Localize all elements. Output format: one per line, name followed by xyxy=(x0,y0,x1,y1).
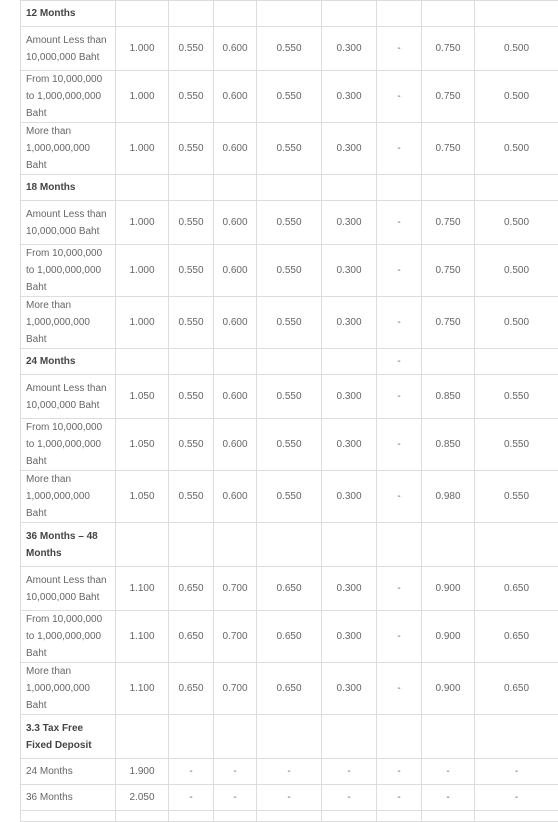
table-row xyxy=(21,27,558,71)
rate-cell: - xyxy=(214,759,257,785)
rate-cell: - xyxy=(377,759,422,785)
row-label: From 10,000,000 to 1,000,000,000 Baht xyxy=(21,419,116,471)
rate-cell: 0.850 xyxy=(422,419,475,471)
rate-cell: 0.600 xyxy=(214,419,257,471)
section-row xyxy=(21,175,558,201)
rate-cell: 1.000 xyxy=(116,297,169,349)
rate-cell: 0.600 xyxy=(214,471,257,523)
rate-cell xyxy=(214,349,257,375)
rate-cell: 0.600 xyxy=(214,375,257,419)
rate-cell xyxy=(422,1,475,27)
row-label: More than 1,000,000,000 Baht xyxy=(21,297,116,349)
rate-cell: 0.500 xyxy=(475,245,558,297)
row-label: More than 1,000,000,000 Baht xyxy=(21,471,116,523)
rate-cell: 0.650 xyxy=(169,663,214,715)
rate-cell: 0.550 xyxy=(169,297,214,349)
section-heading: 18 Months xyxy=(21,175,116,201)
rate-cell xyxy=(475,715,558,759)
rate-cell: - xyxy=(475,785,558,811)
rate-cell: 1.000 xyxy=(116,71,169,123)
rate-cell xyxy=(422,175,475,201)
rate-cell xyxy=(116,175,169,201)
rate-table-body xyxy=(21,1,558,822)
rate-cell: 0.550 xyxy=(169,71,214,123)
rate-cell xyxy=(116,715,169,759)
rate-cell: 0.750 xyxy=(422,71,475,123)
rate-cell xyxy=(116,349,169,375)
table-row xyxy=(21,375,558,419)
rate-cell: 0.550 xyxy=(475,375,558,419)
rate-cell xyxy=(169,715,214,759)
rate-cell: 0.300 xyxy=(322,611,377,663)
rate-cell: 0.750 xyxy=(422,201,475,245)
rate-cell xyxy=(257,715,322,759)
rate-cell: 0.300 xyxy=(322,27,377,71)
rate-cell: 0.550 xyxy=(257,27,322,71)
rate-cell xyxy=(257,811,322,822)
table-row xyxy=(21,759,558,785)
rate-cell: 0.600 xyxy=(214,27,257,71)
rate-cell: 0.980 xyxy=(422,471,475,523)
rate-cell: 0.700 xyxy=(214,663,257,715)
rate-cell: 1.000 xyxy=(116,245,169,297)
row-label: Amount Less than 10,000,000 Baht xyxy=(21,201,116,245)
rate-cell: - xyxy=(257,785,322,811)
rate-cell: 0.500 xyxy=(475,27,558,71)
row-label: From 10,000,000 to 1,000,000,000 Baht xyxy=(21,245,116,297)
rate-cell: - xyxy=(377,419,422,471)
row-label: 36 Months xyxy=(21,785,116,811)
rate-cell: 1.000 xyxy=(116,27,169,71)
rate-cell: - xyxy=(169,759,214,785)
rate-cell xyxy=(377,811,422,822)
rate-cell xyxy=(422,715,475,759)
rate-cell: 0.550 xyxy=(169,471,214,523)
rate-cell xyxy=(322,811,377,822)
row-label: From 10,000,000 to 1,000,000,000 Baht xyxy=(21,71,116,123)
rate-cell: 0.650 xyxy=(475,663,558,715)
rate-cell: 1.100 xyxy=(116,663,169,715)
rate-cell: - xyxy=(422,759,475,785)
rate-cell xyxy=(475,1,558,27)
rate-cell: 0.750 xyxy=(422,123,475,175)
rate-cell xyxy=(116,523,169,567)
section-heading: 36 Months – 48 Months xyxy=(21,523,116,567)
rate-cell xyxy=(169,523,214,567)
rate-cell: 0.900 xyxy=(422,663,475,715)
rate-cell: - xyxy=(377,297,422,349)
rate-cell xyxy=(422,349,475,375)
rate-cell: 0.500 xyxy=(475,123,558,175)
rate-cell: 0.550 xyxy=(169,375,214,419)
rate-cell: 1.050 xyxy=(116,419,169,471)
rate-cell: 0.550 xyxy=(257,297,322,349)
rate-cell: 0.300 xyxy=(322,419,377,471)
table-row xyxy=(21,663,558,715)
rate-cell: 0.600 xyxy=(214,201,257,245)
table-row xyxy=(21,201,558,245)
rate-cell: - xyxy=(422,785,475,811)
rate-cell: - xyxy=(257,759,322,785)
rate-cell: - xyxy=(377,349,422,375)
rate-cell: 0.850 xyxy=(422,375,475,419)
rate-cell: 0.750 xyxy=(422,27,475,71)
rate-cell xyxy=(475,811,558,822)
table-row xyxy=(21,567,558,611)
rate-cell: 0.300 xyxy=(322,245,377,297)
rate-cell: 0.650 xyxy=(475,611,558,663)
rate-cell xyxy=(377,175,422,201)
rate-cell: - xyxy=(377,375,422,419)
rate-cell xyxy=(422,811,475,822)
rate-cell: 0.550 xyxy=(475,471,558,523)
row-label: Amount Less than 10,000,000 Baht xyxy=(21,375,116,419)
rate-cell: - xyxy=(377,71,422,123)
rate-cell xyxy=(322,1,377,27)
rate-cell: 0.900 xyxy=(422,567,475,611)
rate-cell: 1.000 xyxy=(116,123,169,175)
row-label: Amount Less than 10,000,000 Baht xyxy=(21,567,116,611)
row-label xyxy=(21,811,116,822)
rate-cell: - xyxy=(169,785,214,811)
rate-cell: 0.900 xyxy=(422,611,475,663)
rate-cell: 0.650 xyxy=(257,567,322,611)
rate-cell xyxy=(214,715,257,759)
rate-cell: 0.550 xyxy=(169,245,214,297)
rate-cell xyxy=(169,1,214,27)
table-row xyxy=(21,245,558,297)
rate-cell xyxy=(214,523,257,567)
table-row xyxy=(21,471,558,523)
rate-cell: 0.700 xyxy=(214,611,257,663)
rate-cell: 1.900 xyxy=(116,759,169,785)
rate-cell xyxy=(475,175,558,201)
rate-cell: 0.550 xyxy=(257,245,322,297)
table-row xyxy=(21,71,558,123)
rate-cell xyxy=(116,811,169,822)
rate-cell xyxy=(169,811,214,822)
rate-cell: 0.650 xyxy=(257,611,322,663)
rate-cell xyxy=(169,349,214,375)
table-row xyxy=(21,811,558,822)
rate-cell: 0.750 xyxy=(422,245,475,297)
rate-cell: 0.550 xyxy=(257,419,322,471)
rate-cell: - xyxy=(377,611,422,663)
table-row xyxy=(21,419,558,471)
rate-cell: 1.100 xyxy=(116,611,169,663)
rate-cell: 0.550 xyxy=(169,123,214,175)
rate-cell xyxy=(475,523,558,567)
row-label: More than 1,000,000,000 Baht xyxy=(21,663,116,715)
rate-cell: 0.550 xyxy=(169,419,214,471)
rate-cell: 0.500 xyxy=(475,297,558,349)
rate-cell: 0.300 xyxy=(322,567,377,611)
rate-cell: - xyxy=(214,785,257,811)
rate-cell: 0.300 xyxy=(322,123,377,175)
rate-cell: 0.550 xyxy=(257,375,322,419)
rate-cell: 0.750 xyxy=(422,297,475,349)
table-row xyxy=(21,785,558,811)
rate-cell: 0.300 xyxy=(322,201,377,245)
rate-cell: - xyxy=(322,785,377,811)
rate-cell: 1.100 xyxy=(116,567,169,611)
rate-cell: 0.550 xyxy=(257,123,322,175)
rate-cell xyxy=(377,1,422,27)
rate-cell: - xyxy=(377,663,422,715)
rate-cell: 0.550 xyxy=(257,471,322,523)
rate-cell xyxy=(257,175,322,201)
rate-cell xyxy=(169,175,214,201)
rate-cell: 0.550 xyxy=(257,201,322,245)
rate-cell xyxy=(322,175,377,201)
section-heading: 3.3 Tax Free Fixed Deposit xyxy=(21,715,116,759)
table-row xyxy=(21,123,558,175)
rate-cell xyxy=(322,715,377,759)
rate-cell: 0.550 xyxy=(169,27,214,71)
rate-cell xyxy=(257,523,322,567)
rate-cell: 0.300 xyxy=(322,297,377,349)
table-row xyxy=(21,611,558,663)
rate-cell: 0.300 xyxy=(322,375,377,419)
rate-cell: 0.650 xyxy=(169,611,214,663)
rate-cell: 1.000 xyxy=(116,201,169,245)
rate-cell: 0.600 xyxy=(214,297,257,349)
rate-cell: - xyxy=(475,759,558,785)
rate-cell xyxy=(257,1,322,27)
row-label: 24 Months xyxy=(21,759,116,785)
row-label: More than 1,000,000,000 Baht xyxy=(21,123,116,175)
rate-cell: 0.550 xyxy=(257,71,322,123)
rate-cell: 0.300 xyxy=(322,471,377,523)
section-row xyxy=(21,715,558,759)
section-heading: 24 Months xyxy=(21,349,116,375)
rate-cell: 0.550 xyxy=(475,419,558,471)
row-label: Amount Less than 10,000,000 Baht xyxy=(21,27,116,71)
rate-cell xyxy=(377,715,422,759)
rate-cell: - xyxy=(377,785,422,811)
rate-cell: - xyxy=(377,471,422,523)
rate-cell: 0.500 xyxy=(475,71,558,123)
rate-cell xyxy=(422,523,475,567)
rate-cell: 0.650 xyxy=(475,567,558,611)
rate-cell: 0.600 xyxy=(214,123,257,175)
section-row xyxy=(21,523,558,567)
rate-cell: - xyxy=(377,245,422,297)
rate-cell xyxy=(322,523,377,567)
rate-cell: - xyxy=(377,123,422,175)
rate-cell: 0.550 xyxy=(169,201,214,245)
rate-cell: 2.050 xyxy=(116,785,169,811)
rate-cell xyxy=(475,349,558,375)
rate-cell xyxy=(214,811,257,822)
rate-cell: 0.500 xyxy=(475,201,558,245)
rate-cell xyxy=(377,523,422,567)
rate-cell: 0.600 xyxy=(214,245,257,297)
table-row xyxy=(21,297,558,349)
rate-cell: 0.650 xyxy=(169,567,214,611)
rate-cell: - xyxy=(377,567,422,611)
section-row xyxy=(21,349,558,375)
section-heading: 12 Months xyxy=(21,1,116,27)
rate-cell: 0.300 xyxy=(322,663,377,715)
rate-cell xyxy=(257,349,322,375)
rate-cell: - xyxy=(322,759,377,785)
rate-cell: - xyxy=(377,201,422,245)
rate-cell: 0.600 xyxy=(214,71,257,123)
rate-cell: - xyxy=(377,27,422,71)
section-row xyxy=(21,1,558,27)
rate-cell: 0.650 xyxy=(257,663,322,715)
rate-cell xyxy=(214,175,257,201)
rate-cell: 0.700 xyxy=(214,567,257,611)
rate-cell xyxy=(322,349,377,375)
rate-cell: 1.050 xyxy=(116,375,169,419)
row-label: From 10,000,000 to 1,000,000,000 Baht xyxy=(21,611,116,663)
rate-cell: 0.300 xyxy=(322,71,377,123)
interest-rate-table xyxy=(20,0,558,822)
rate-cell xyxy=(116,1,169,27)
rate-cell: 1.050 xyxy=(116,471,169,523)
rate-cell xyxy=(214,1,257,27)
